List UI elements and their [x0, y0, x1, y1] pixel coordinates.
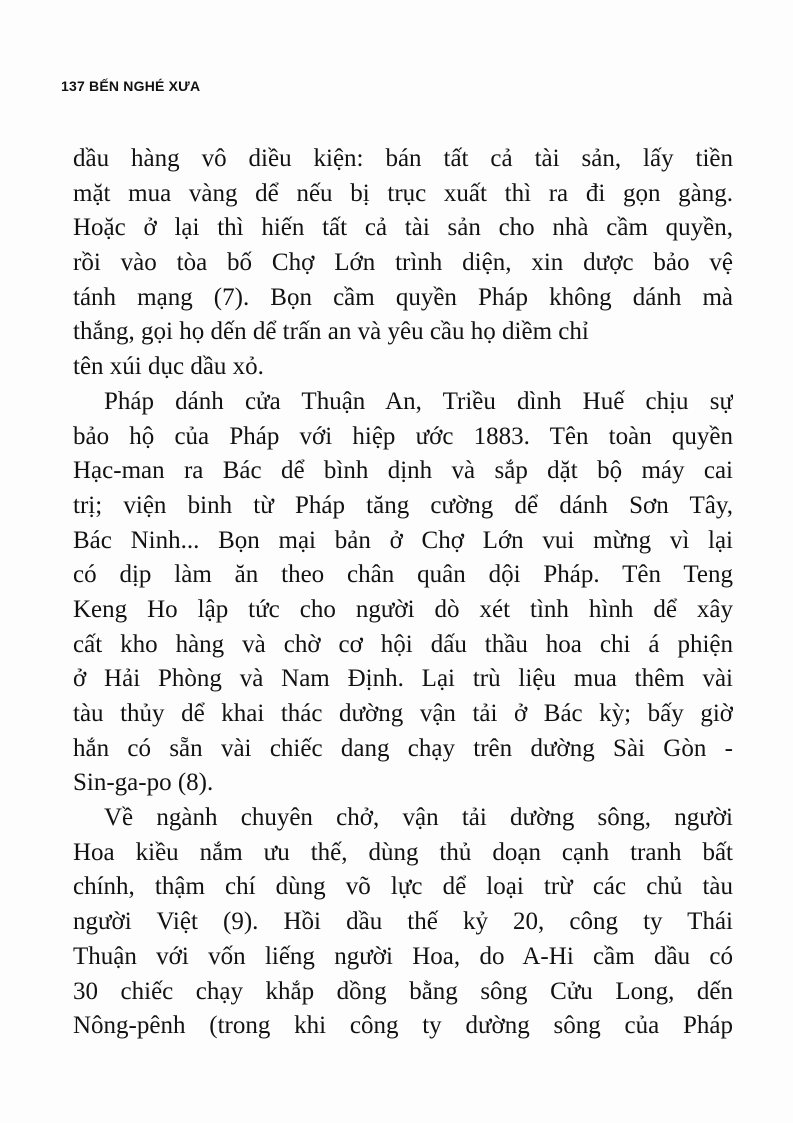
text-line: có dịp làm ăn theo chân quân dội Pháp. Tên Teng: [73, 561, 733, 589]
text-line: Sin-ga-po (8).: [73, 769, 214, 797]
text-line: rồi vào tòa bố Chợ Lớn trình diện, xin dược bảo vệ: [73, 249, 733, 277]
text-line: thắng, gọi họ dến dể trấn an và yêu cầu họ diềm chỉ: [73, 318, 589, 346]
text-line: Keng Ho lập tức cho người dò xét tình hình dể xây: [73, 595, 733, 623]
text-line: cất kho hàng và chờ cơ hội dấu thầu hoa chi á phiện: [73, 630, 733, 658]
text-line: người Việt (9). Hồi dầu thế kỷ 20, công ty Thái: [73, 908, 733, 936]
text-line: mặt mua vàng dể nếu bị trục xuất thì ra đi gọn gàng.: [73, 179, 733, 207]
text-line: Về ngành chuyên chở, vận tải dường sông, người: [104, 804, 733, 832]
text-line: Hạc-man ra Bác dể bình dịnh và sắp dặt bộ máy cai: [73, 457, 733, 485]
text-line: tên xúi dục dầu xỏ.: [73, 353, 264, 381]
text-line: tàu thủy dể khai thác dường vận tải ở Bác kỳ; bấy giờ: [73, 700, 733, 727]
text-line: hắn có sẵn vài chiếc dang chạy trên dường Sài Gòn -: [73, 734, 733, 762]
text-line: chính, thậm chí dùng võ lực dể loại trừ các chủ tàu: [73, 873, 733, 901]
text-line: trị; viện binh từ Pháp tăng cường dể dánh Sơn Tây,: [73, 491, 733, 519]
running-head: 137 BẾN NGHÉ XƯA: [61, 78, 201, 94]
text-line: bảo hộ của Pháp với hiệp ước 1883. Tên toàn quyền: [73, 422, 733, 450]
text-line: Nông-pênh (trong khi công ty dường sông của Pháp: [73, 1012, 733, 1040]
text-line: Bác Ninh... Bọn mại bản ở Chợ Lớn vui mừng vì lại: [73, 526, 733, 554]
text-line: Thuận với vốn liếng người Hoa, do A-Hi cầm dầu có: [73, 942, 733, 970]
body-text: [73, 142, 733, 1044]
text-line: Hoa kiều nắm ưu thế, dùng thủ doạn cạnh tranh bất: [73, 838, 733, 866]
text-line: dầu hàng vô diều kiện: bán tất cả tài sản, lấy tiền: [73, 145, 733, 172]
text-line: 30 chiếc chạy khắp dồng bằng sông Cửu Long, dến: [73, 977, 733, 1005]
text-line: ở Hải Phòng và Nam Định. Lại trù liệu mua thêm vài: [73, 665, 733, 693]
text-line: Pháp dánh cửa Thuận An, Triều dình Huế chịu sự: [104, 387, 733, 415]
text-line: Hoặc ở lại thì hiến tất cả tài sản cho nhà cầm quyền,: [73, 214, 733, 242]
text-line: tánh mạng (7). Bọn cầm quyền Pháp không dánh mà: [73, 283, 733, 311]
